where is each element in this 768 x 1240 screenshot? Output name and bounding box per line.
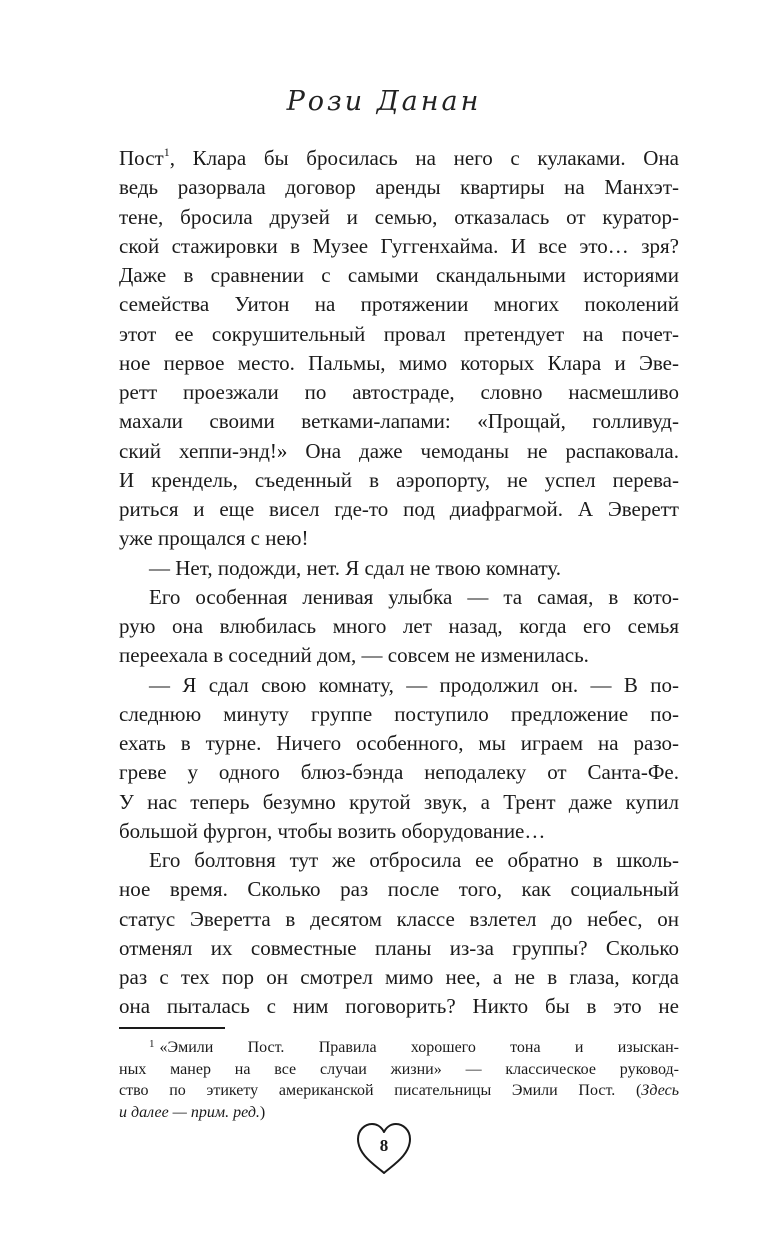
text-line: тене, бросила друзей и семью, отказалась от куратор- <box>119 204 679 229</box>
text-line: махали своими ветками-лапами: «Прощай, голливуд- <box>119 409 679 434</box>
footnote-italic-text: Здесь <box>641 1082 679 1099</box>
text-line: — Я сдал свою комнату, — продолжил он. — В по- <box>149 672 679 697</box>
text-line: греве у одного блюз-бэнда неподалеку от Санта-Фе. <box>119 760 679 785</box>
text-line: — Нет, подожди, нет. Я сдал не твою комнату. <box>149 555 562 580</box>
text-line: она пыталась с ним поговорить? Никто бы в это не <box>119 994 679 1019</box>
text-line: ехать в турне. Ничего особенного, мы играем на разо- <box>119 731 679 755</box>
page-number: 8 <box>379 1136 389 1155</box>
footnote-marker: 1 <box>149 1038 155 1050</box>
text-line: большой фургон, чтобы возить оборудование… <box>119 818 546 843</box>
text-line: ской стажировки в Музее Гуггенхайма. И все это… зря? <box>119 233 679 258</box>
text-line: следнюю минуту группе поступило предложение по- <box>119 701 679 726</box>
text-line: семейства Уитон на протяжении многих поколений <box>119 292 679 317</box>
text-line: Даже в сравнении с самыми скандальными историями <box>119 263 679 287</box>
footnote-divider <box>119 1027 225 1029</box>
text-line: этот ее сокрушительный провал претендует на почет- <box>119 321 679 346</box>
text-line: ретт проезжали по автостраде, словно насмешливо <box>119 380 679 404</box>
text-line <box>119 144 679 173</box>
text-line: ведь разорвала договор аренды квартиры на Манхэт- <box>119 175 679 200</box>
page-footer <box>0 1121 768 1181</box>
text-line: уже прощался с нею! <box>119 526 309 551</box>
text-line: статус Эверетта в десятом классе взлетел до небес, он <box>119 906 679 931</box>
text-line: ский хеппи-энд!» Она даже чемоданы не распаковала. <box>119 438 679 463</box>
text-line: И крендель, съеденный в аэропорту, не успел перева- <box>119 467 679 492</box>
footnote-text: ) <box>259 1103 266 1121</box>
body-text <box>119 144 679 1022</box>
text-line: Его особенная ленивая улыбка — та самая, в кото- <box>149 584 679 609</box>
footnote-line <box>119 1080 679 1102</box>
text-line: раз с тех пор он смотрел мимо нее, а не в глаза, когда <box>119 965 679 989</box>
footnote-text: ство по этикету американской писательницы Эмили Пост. ( <box>119 1082 642 1099</box>
footnote-reference[interactable]: 1 <box>163 145 170 159</box>
footnote-line <box>119 1102 679 1124</box>
text-line: Его болтовня тут же отбросила ее обратно в школь- <box>149 848 679 872</box>
text-line: ное время. Сколько раз после того, как социальный <box>119 877 679 902</box>
running-head: Рози Данан <box>286 86 482 117</box>
footnote-line <box>119 1037 679 1059</box>
text-line: переехала в соседний дом, — совсем не изменилась. <box>119 643 589 668</box>
footnote-text: «Эмили Пост. Правила хорошего тона и изыскан- <box>159 1039 679 1056</box>
text-line: отменял их совместные планы из-за группы? Сколько <box>119 935 679 960</box>
text-line: рую она влюбилась много лет назад, когда его семья <box>119 614 679 638</box>
footnote-italic-text: и далее — прим. ред. <box>119 1103 260 1121</box>
text-line: ное первое место. Пальмы, мимо которых Клара и Эве- <box>119 350 679 375</box>
footnote <box>119 1037 679 1123</box>
text-fragment: Пост <box>119 146 164 170</box>
footnote-line: ных манер на все случаи жизни» — классическое руковод- <box>119 1060 679 1078</box>
text-line: У нас теперь безумно крутой звук, а Трент даже купил <box>119 789 679 814</box>
text-fragment: , Клара бы бросилась на него с кулаками. Она <box>169 146 679 170</box>
text-line: риться и еще висел где-то под диафрагмой. А Эверетт <box>119 497 679 521</box>
